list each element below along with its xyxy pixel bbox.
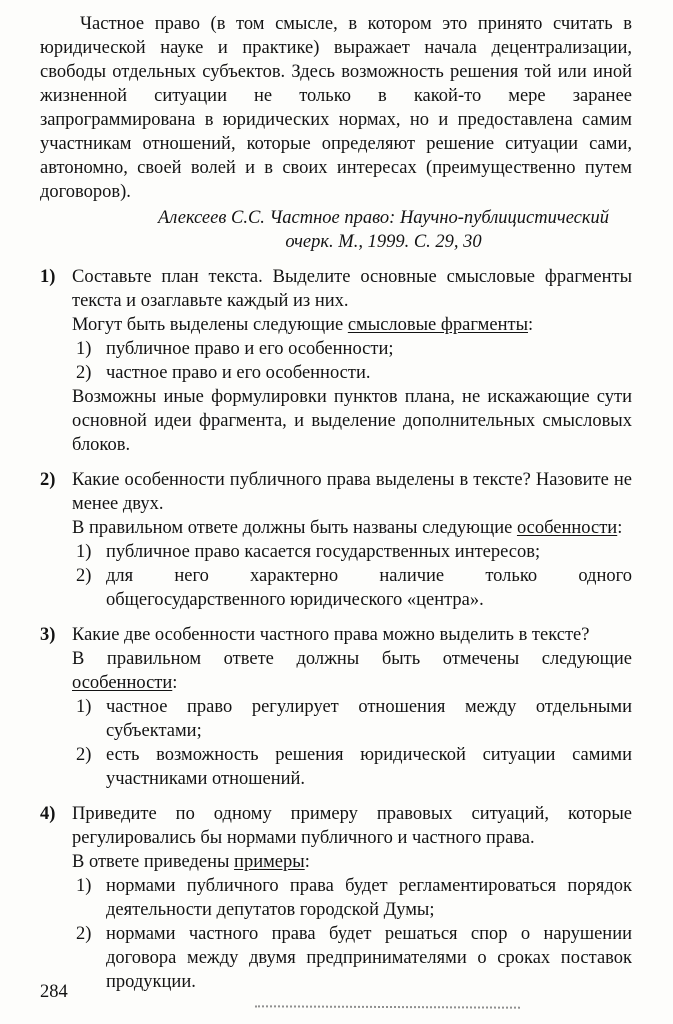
subitem — [72, 540, 632, 564]
question-block-1 — [40, 265, 632, 457]
subitem-text: нормами частного права будет решаться спор о нарушении договора между двумя предпринимателями о сроках поставок продукции. — [106, 924, 632, 992]
answer-intro — [72, 647, 632, 695]
page-number: 284 — [40, 982, 68, 1002]
answer-intro-prefix: В ответе приведены — [72, 852, 235, 872]
subitem — [72, 337, 632, 361]
question-body — [72, 468, 632, 612]
question-block-4 — [40, 802, 632, 994]
answer-intro-prefix: В правильном ответе должны быть названы следующие — [72, 518, 517, 538]
subitem-number: 1) — [76, 339, 92, 359]
answer-intro-suffix: : — [172, 673, 178, 693]
subitem-number: 2) — [76, 363, 92, 383]
citation-line-2: очерк. М., 1999. С. 29, 30 — [285, 232, 482, 252]
answer-intro-underlined: смысловые фрагменты — [347, 315, 529, 335]
question-body — [72, 265, 632, 457]
subitem-text: для него характерно наличие только одного общегосударственного юридического «центра». — [106, 566, 632, 610]
subitem-number: 1) — [76, 876, 92, 896]
question-block-3 — [40, 623, 632, 791]
question-body — [72, 802, 632, 994]
answer-intro-underlined: особенности — [516, 518, 618, 538]
subitem-text: публичное право и его особенности; — [106, 339, 394, 359]
question-body — [72, 623, 632, 791]
answer-intro-suffix: : — [304, 852, 310, 872]
subitem — [72, 874, 632, 922]
subitem-number: 2) — [76, 745, 92, 765]
question-number: 4) — [40, 804, 56, 824]
citation — [135, 206, 632, 254]
answer-intro — [72, 850, 632, 874]
intro-paragraph: Частное право (в том смысле, в котором это принято считать в юридической науке и практике) выражает начала децентрализации, свободы отдельных субъектов. Здесь возможность решения той или иной жизненной ситуации не только в какой-то мере заранее запрограммирована в юридических нормах, но и предоставлена самим участникам отношений, которые определяют решение ситуации сами, автономно, своей волей и в своих интересах (преимущественно путем договоров). — [40, 14, 632, 202]
answer-intro-prefix: Могут быть выделены следующие — [72, 315, 348, 335]
answer-intro — [72, 313, 632, 337]
question-number: 3) — [40, 625, 56, 645]
answer-intro-suffix: : — [528, 315, 534, 335]
answer-intro-underlined: примеры — [234, 852, 305, 872]
subitem-text: нормами публичного права будет регламентироваться порядок деятельности депутатов городской Думы; — [106, 876, 632, 920]
question-number: 2) — [40, 470, 56, 490]
scan-artifact-line — [255, 1005, 520, 1008]
subitem-number: 1) — [76, 542, 92, 562]
subitem-text: частное право регулирует отношения между отдельными субъектами; — [106, 697, 632, 741]
question-prompt: Составьте план текста. Выделите основные смысловые фрагменты текста и озаглавьте каждый из них. — [72, 267, 632, 311]
subitem — [72, 695, 632, 743]
answer-intro-suffix: : — [617, 518, 623, 538]
subitem — [72, 361, 632, 385]
question-note: Возможны иные формулировки пунктов плана, не искажающие сути основной идеи фрагмента, и выделение дополнительных смысловых блоков. — [72, 387, 632, 455]
subitem-text: частное право и его особенности. — [106, 363, 371, 383]
subitem-number: 2) — [76, 566, 92, 586]
question-prompt: Приведите по одному примеру правовых ситуаций, которые регулировались бы нормами публичного и частного права. — [72, 804, 632, 848]
citation-line-1: Алексеев С.С. Частное право: Научно-публицистический — [157, 208, 610, 228]
subitem — [72, 564, 632, 612]
answer-intro-underlined: особенности — [72, 673, 173, 693]
answer-intro-prefix: В правильном ответе должны быть отмечены следующие — [72, 649, 632, 669]
question-number: 1) — [40, 267, 56, 287]
subitem — [72, 922, 632, 994]
subitem-number: 2) — [76, 924, 92, 944]
question-prompt: Какие особенности публичного права выделены в тексте? Назовите не менее двух. — [72, 470, 632, 514]
subitem-text: есть возможность решения юридической ситуации самими участниками отношений. — [106, 745, 632, 789]
question-prompt: Какие две особенности частного права можно выделить в тексте? — [72, 625, 590, 645]
subitem-number: 1) — [76, 697, 92, 717]
subitem — [72, 743, 632, 791]
answer-intro — [72, 516, 632, 540]
question-block-2 — [40, 468, 632, 612]
subitem-text: публичное право касается государственных интересов; — [106, 542, 541, 562]
